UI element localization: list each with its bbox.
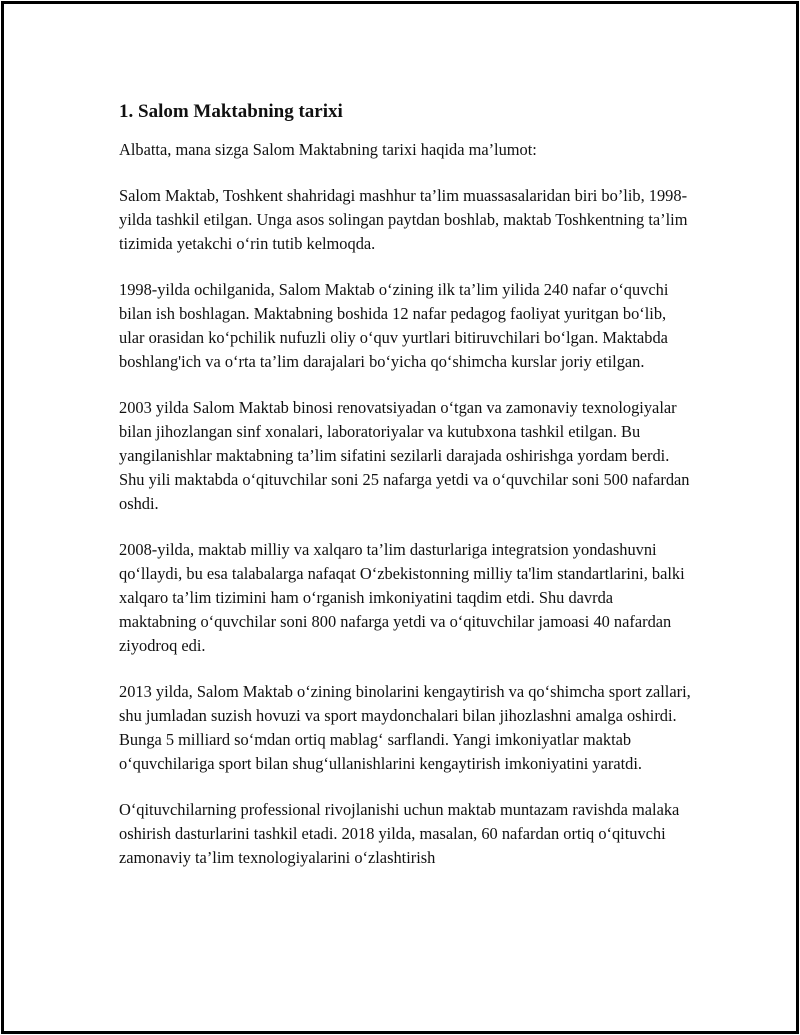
history-2013-paragraph: 2013 yilda, Salom Maktab o‘zining binolarini kengaytirish va qo‘shimcha sport zallari, shu jumladan suzish hovuzi va sport maydonchalari bilan jihozlashni amalga oshirdi. Bunga 5 milliard so‘mdan ortiq mablag‘ sarflandi. Yangi imkoniyatlar maktab o‘quvchilariga sport bilan shug‘ullanishlarini kengaytirish imkoniyatini yaratdi. bbox=[119, 682, 691, 773]
document-page bbox=[1, 1, 799, 1034]
history-2008-paragraph: 2008-yilda, maktab milliy va xalqaro ta’lim dasturlariga integratsion yondashuvni qo‘llaydi, bu esa talabalarga nafaqat O‘zbekistonning milliy ta'lim standartlarini, balki xalqaro ta’lim tizimini ham o‘rganish imkoniyatini taqdim etdi. Shu davrda maktabning o‘quvchilar soni 800 nafarga yetdi va o‘qituvchilar jamoasi 40 nafardan ziyodroq edi. bbox=[119, 540, 685, 655]
founding-paragraph: Salom Maktab, Toshkent shahridagi mashhur ta’lim muassasalaridan biri bo’lib, 1998-yilda tashkil etilgan. Unga asos solingan paytdan boshlab, maktab Toshkentning ta’lim tizimida yetakchi o‘rin tutib kelmoqda. bbox=[119, 186, 688, 253]
history-1998-paragraph: 1998-yilda ochilganida, Salom Maktab o‘zining ilk ta’lim yilida 240 nafar o‘quvchi bilan ish boshlagan. Maktabning boshida 12 nafar pedagog faoliyat yuritgan bo‘lib, ular orasidan ko‘pchilik nufuzli oliy o‘quv yurtlari bitiruvchilari bo‘lgan. Maktabda boshlang'ich va o‘rta ta’lim darajalari bo‘yicha qo‘shimcha kurslar joriy etilgan. bbox=[119, 280, 669, 371]
document-body bbox=[119, 98, 694, 892]
intro-paragraph: Albatta, mana sizga Salom Maktabning tarixi haqida ma’lumot: bbox=[119, 140, 537, 159]
history-2003-paragraph: 2003 yilda Salom Maktab binosi renovatsiyadan o‘tgan va zamonaviy texnologiyalar bilan jihozlangan sinf xonalari, laboratoriyalar va kutubxona tashkil etilgan. Bu yangilanishlar maktabning ta’lim sifatini sezilarli darajada oshirishga yordam berdi. Shu yili maktabda o‘qituvchilar soni 25 nafarga yetdi va o‘quvchilar soni 500 nafardan oshdi. bbox=[119, 398, 690, 513]
teacher-development-paragraph: O‘qituvchilarning professional rivojlanishi uchun maktab muntazam ravishda malaka oshirish dasturlarini tashkil etadi. 2018 yilda, masalan, 60 nafardan ortiq o‘qituvchi zamonaviy ta’lim texnologiyalarini o‘zlashtirish bbox=[119, 800, 680, 867]
document-heading: 1. Salom Maktabning tarixi bbox=[119, 101, 343, 122]
